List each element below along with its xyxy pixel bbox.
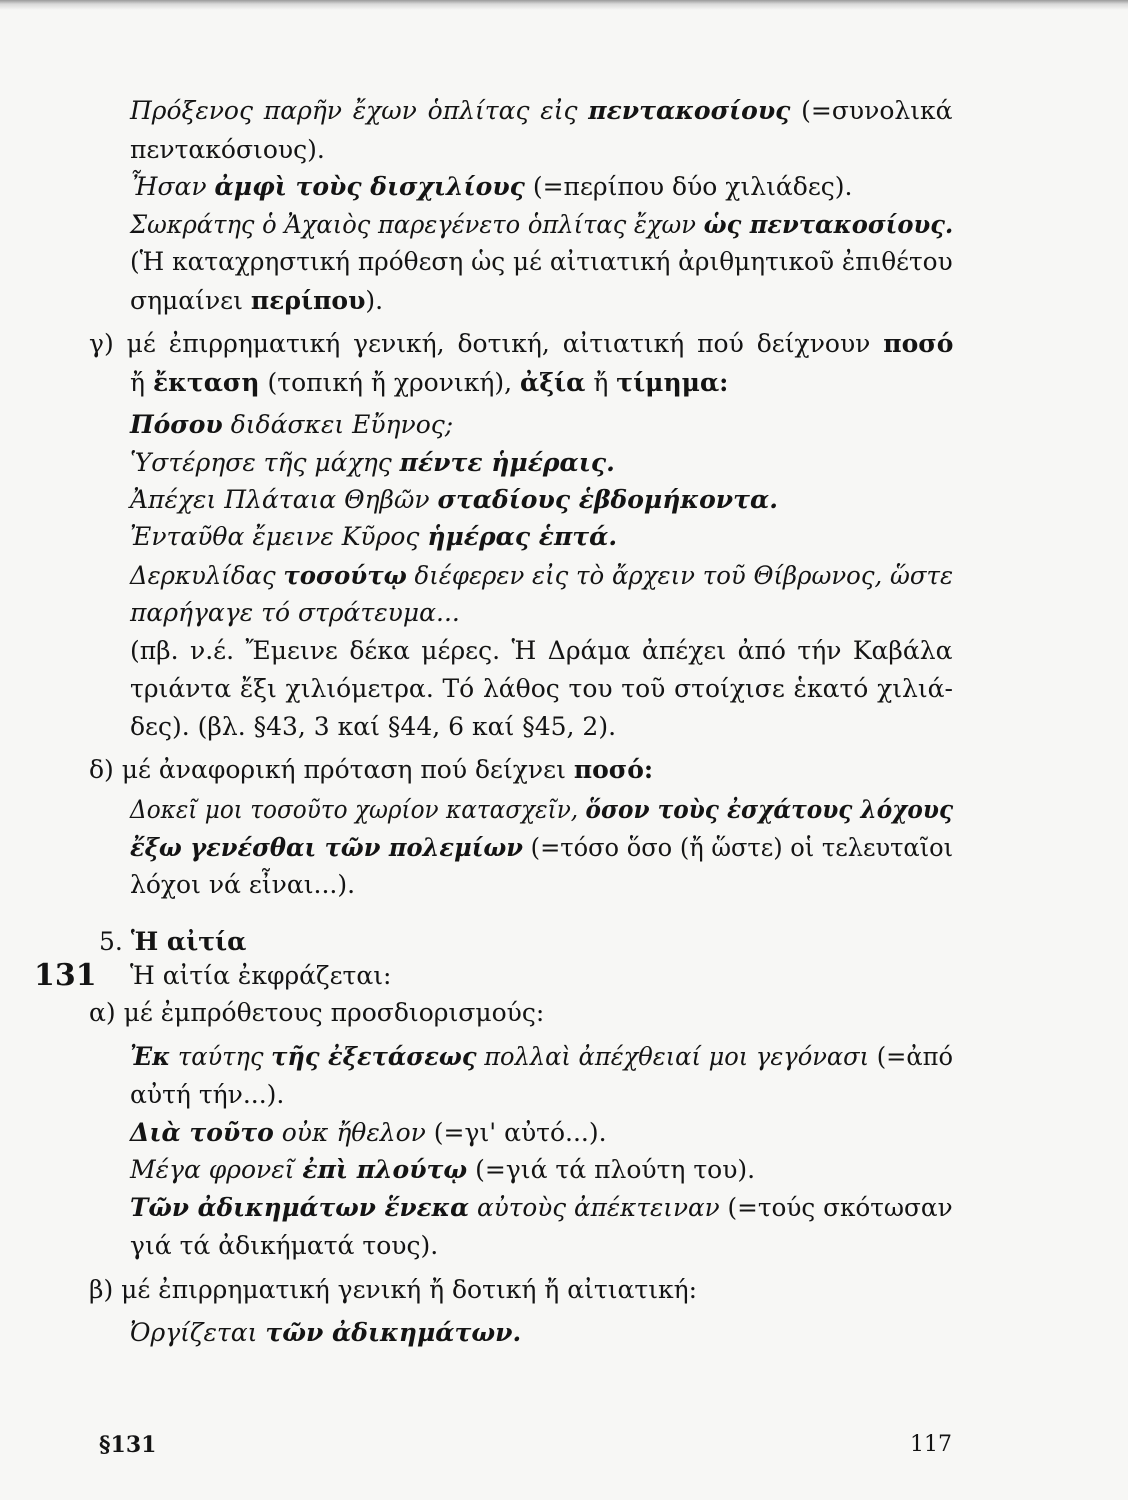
text-line [130, 247, 953, 277]
text-run: σημαίνει [130, 286, 251, 315]
emphasis-run: ἐπὶ πλούτῳ [302, 1155, 468, 1184]
text-run: γ) μέ ἐπιρρηματική γενική, δοτική, αἰτιατική πού δείχνουν [89, 329, 884, 358]
text-line [130, 1080, 284, 1110]
text-line [130, 795, 953, 825]
emphasis-run: Ὑστέρησε τῆς μάχης [130, 448, 400, 477]
text-line [130, 1318, 521, 1348]
text-line [130, 870, 355, 900]
text-run: (=περίπου δύο χιλιάδες). [524, 172, 853, 201]
emphasis-run: σταδίους ἑβδομήκοντα. [437, 485, 778, 514]
emphasis-run: Ὀργίζεται [130, 1318, 266, 1347]
emphasis-run: πεντακοσίους [588, 96, 791, 125]
text-line [130, 368, 728, 398]
emphasis-run: Ἡ αἰτία [130, 927, 247, 956]
emphasis-run: ἡμέρας ἑπτά. [427, 522, 618, 551]
text-run: (πβ. ν.έ. Ἔμεινε δέκα μέρες. Ἡ Δράμα ἀπέχει ἀπό τήν Καβάλα [130, 636, 953, 665]
emphasis-run: Δοκεῖ μοι τοσοῦτο χωρίον κατασχεῖν, [130, 795, 586, 824]
emphasis-run: Δερκυλίδας [130, 561, 284, 590]
emphasis-run: Ἐκ [130, 1042, 171, 1071]
text-line [130, 96, 953, 126]
emphasis-run: τοσούτῳ [283, 561, 407, 590]
text-line [130, 210, 953, 240]
text-run: (τοπική ἤ χρονική), [259, 368, 520, 397]
text-line [130, 135, 325, 165]
text-line [130, 1155, 755, 1185]
emphasis-run: Ἦσαν [130, 172, 215, 201]
text-run: πεντακόσιους). [130, 135, 325, 164]
text-line [130, 961, 391, 991]
emphasis-run: τῆς ἐξετάσεως [271, 1042, 477, 1071]
text-run: δες). (βλ. §43, 3 καί §44, 6 καί §45, 2). [130, 712, 617, 741]
text-line [130, 1042, 953, 1072]
emphasis-run: Ἀπέχει Πλάταια Θηβῶν [130, 485, 438, 514]
text-line [89, 755, 653, 785]
text-line [89, 998, 544, 1028]
margin-paragraph-number: 131 [34, 958, 97, 993]
text-line [130, 485, 778, 515]
emphasis-run: ἔκταση [152, 368, 260, 397]
emphasis-run: οὐκ ἤθελον [273, 1118, 426, 1147]
text-line [130, 598, 460, 628]
text-run: β) μέ ἐπιρρηματική γενική ἤ δοτική ἤ αἰτιατική: [89, 1275, 698, 1304]
emphasis-run: τῶν ἀδικημάτων. [265, 1318, 522, 1347]
text-line [130, 410, 453, 440]
text-run: (=ἀπό [869, 1042, 954, 1071]
emphasis-run: Τῶν ἀδικημάτων ἕνεκα [130, 1193, 470, 1222]
text-line [99, 927, 246, 957]
text-line [89, 1275, 697, 1305]
text-line [130, 561, 953, 591]
text-line [130, 712, 616, 742]
emphasis-run: διέφερεν εἰς τὸ ἄρχειν τοῦ Θίβρωνος, ὥστε [406, 561, 954, 590]
text-line [130, 674, 953, 704]
emphasis-run: ὅσον τοὺς ἐσχάτους λόχους [585, 795, 954, 824]
emphasis-run: ποσό: [573, 755, 654, 784]
text-line [130, 1118, 607, 1148]
text-run: (=συνολικά [790, 96, 953, 125]
emphasis-run: πέντε ἡμέραις. [399, 448, 615, 477]
emphasis-run: ὡς πεντακοσίους. [703, 210, 954, 239]
emphasis-run: Μέγα φρονεῖ [130, 1155, 303, 1184]
emphasis-run: ἀμφὶ τοὺς δισχιλίους [214, 172, 525, 201]
text-line [130, 1193, 953, 1223]
scan-top-edge [0, 0, 1128, 10]
emphasis-run: πολλαὶ ἀπέχθειαί μοι γεγόνασι [476, 1042, 870, 1071]
emphasis-run: Σωκράτης ὁ Ἀχαιὸς παρεγένετο ὁπλίτας ἔχων [130, 210, 704, 239]
emphasis-run: Διὰ τοῦτο [130, 1118, 274, 1147]
text-run: (=γι' αὐτό...). [425, 1118, 607, 1147]
text-line [130, 833, 953, 863]
text-run: γιά τά ἀδικήματά τους). [130, 1231, 439, 1260]
text-line [130, 172, 852, 202]
page-number: 117 [910, 1432, 952, 1457]
emphasis-run: ἔξω γενέσθαι τῶν πολεμίων [130, 833, 524, 862]
text-run: α) μέ ἐμπρόθετους προσδιορισμούς: [89, 998, 545, 1027]
emphasis-run: παρήγαγε τό στράτευμα... [130, 598, 460, 627]
text-line [130, 522, 617, 552]
emphasis-run: ἀξία [519, 368, 586, 397]
footer-section-ref: §131 [99, 1432, 157, 1458]
text-run: (=τόσο ὅσο (ἤ ὥστε) οἱ τελευταῖοι [523, 833, 954, 862]
text-line [89, 329, 953, 359]
text-run: 5. [99, 927, 131, 956]
emphasis-run: Πρόξενος παρῆν ἔχων ὁπλίτας εἰς [130, 96, 589, 125]
emphasis-run: περίπου [250, 286, 366, 315]
text-run: (=τούς σκότωσαν [719, 1193, 953, 1222]
text-run: ἤ [585, 368, 617, 397]
emphasis-run: Ἐνταῦθα ἔμεινε Κῦρος [130, 522, 428, 551]
text-run: (=γιά τά πλούτη του). [467, 1155, 756, 1184]
emphasis-run: αὐτοὺς ἀπέκτειναν [469, 1193, 720, 1222]
text-run: (Ἡ καταχρηστική πρόθεση ὡς μέ αἰτιατική ἀριθμητικοῦ ἐπιθέτου [130, 247, 953, 276]
text-run: λόχοι νά εἶναι...). [130, 870, 356, 899]
text-run: Ἡ αἰτία ἐκφράζεται: [130, 961, 392, 990]
emphasis-run: ταύτης [170, 1042, 272, 1071]
emphasis-run: Πόσου [130, 410, 223, 439]
text-line [130, 1231, 438, 1261]
text-line [130, 448, 615, 478]
text-run: ἤ [130, 368, 153, 397]
text-run: ). [365, 286, 384, 315]
text-line [130, 286, 383, 316]
emphasis-run: τίμημα: [616, 368, 729, 397]
emphasis-run: ποσό [883, 329, 954, 358]
emphasis-run: διδάσκει Εὔηνος; [222, 410, 454, 439]
text-run: δ) μέ ἀναφορική πρόταση πού δείχνει [89, 755, 574, 784]
text-line [130, 636, 953, 666]
text-run: αὐτή τήν...). [130, 1080, 285, 1109]
text-run: τριάντα ἔξι χιλιόμετρα. Τό λάθος του τοῦ στοίχισε ἑκατό χιλιά- [130, 674, 954, 703]
